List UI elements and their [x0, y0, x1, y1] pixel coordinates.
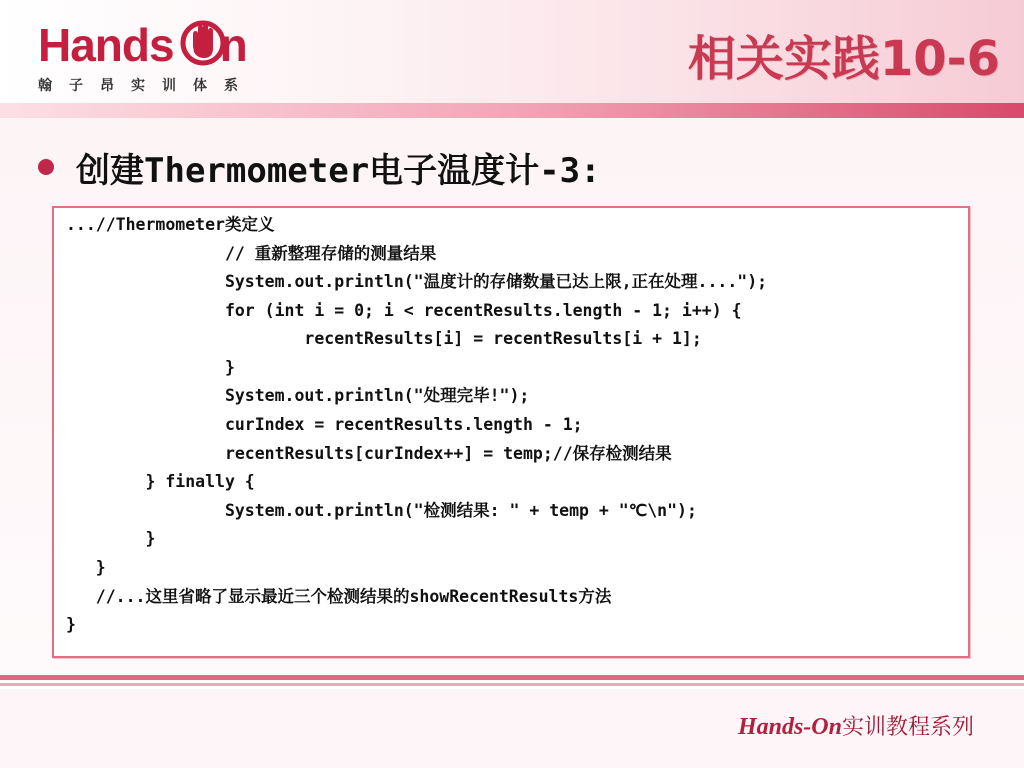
code-line: }	[66, 558, 106, 577]
logo-suffix: n	[219, 19, 247, 71]
bullet-item	[38, 143, 601, 191]
logo-word: Hands	[38, 19, 174, 71]
code-line: // 重新整理存储的测量结果	[66, 244, 437, 263]
slide-title: 相关实践10-6	[687, 31, 1000, 87]
footer-label	[738, 712, 974, 744]
code-line: }	[66, 358, 235, 377]
code-line: recentResults[i] = recentResults[i + 1];	[66, 329, 702, 348]
footer-brand: Hands-On	[737, 714, 842, 740]
footer-divider	[0, 675, 1024, 689]
code-line: //...这里省略了显示最近三个检测结果的showRecentResults方法	[66, 587, 612, 606]
hand-logo-icon	[179, 16, 227, 68]
header-accent-bar	[0, 103, 1024, 118]
code-line: System.out.println("温度计的存储数量已达上限,正在处理....");	[66, 272, 768, 291]
code-line: }	[66, 529, 156, 548]
code-line: recentResults[curIndex++] = temp;//保存检测结果	[66, 444, 672, 463]
logo	[38, 16, 278, 96]
code-line: } finally {	[66, 472, 255, 491]
code-line: }	[66, 615, 76, 634]
bullet-dot-icon	[38, 159, 54, 175]
logo-tagline: 翰子昂实训体系	[38, 78, 255, 94]
code-line: System.out.println("处理完毕!");	[66, 386, 530, 405]
footer-series: 实训教程系列	[841, 715, 974, 740]
code-line: ...//Thermometer类定义	[66, 215, 275, 234]
code-line: curIndex = recentResults.length - 1;	[66, 415, 583, 434]
code-line: System.out.println("检测结果: " + temp + "℃\n");	[66, 501, 697, 520]
code-line: for (int i = 0; i < recentResults.length - 1; i++) {	[66, 301, 742, 320]
bullet-heading: 创建Thermometer电子温度计-3:	[76, 150, 601, 191]
code-listing	[52, 206, 970, 658]
